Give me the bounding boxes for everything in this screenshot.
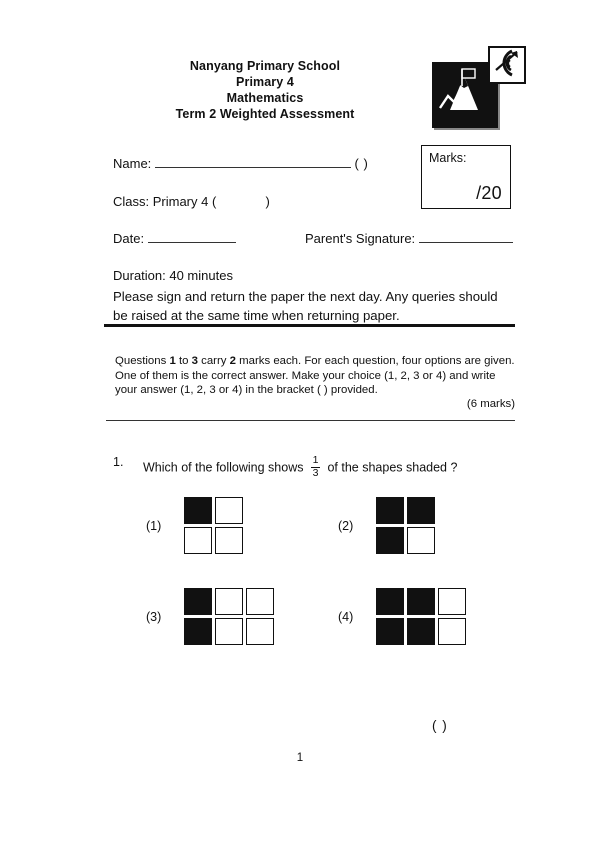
instructions-line1-e: carry: [197, 355, 230, 367]
fraction-one-third: [311, 455, 320, 479]
instructions-line1-f: 2: [229, 355, 236, 367]
instructions-line1-b: 1: [169, 355, 176, 367]
page-number: 1: [296, 752, 304, 764]
shape-cell-shaded: [376, 618, 404, 645]
school-name: Nanyang Primary School: [189, 59, 341, 73]
instructions-line2: One of them is the correct answer. Make your choice (1, 2, 3 or 4) and write: [115, 369, 496, 382]
shape-cell-unshaded: [215, 497, 243, 524]
shape-cell-shaded: [407, 588, 435, 615]
class-input[interactable]: [220, 195, 262, 206]
instructions-line1-a: Questions: [115, 355, 170, 367]
assessment-name: Term 2 Weighted Assessment: [175, 107, 355, 121]
page-header: [0, 58, 600, 148]
option-2-label: (2): [338, 519, 354, 533]
school-logo: [432, 46, 522, 141]
fraction-denominator: 3: [312, 467, 319, 479]
instructions-line3: your answer (1, 2, 3 or 4) in the bracket ( ) provided.: [115, 384, 378, 396]
shape-cell-shaded: [376, 527, 404, 554]
instructions-line1-c: to: [175, 355, 192, 367]
shape-cell-shaded: [407, 497, 435, 524]
signature-label: Parent's Signature:: [305, 231, 416, 247]
question-number: 1.: [113, 455, 124, 469]
divider-thick: [104, 324, 515, 327]
name-row: [113, 156, 368, 171]
date-input[interactable]: [148, 231, 236, 243]
option-4-shape-grid: [376, 588, 466, 645]
instructions-line1-d: 3: [191, 355, 198, 367]
signature-input[interactable]: [419, 231, 513, 243]
shape-cell-unshaded: [215, 618, 243, 645]
instructions-line1-g: marks each. For each question, four options are given.: [235, 355, 515, 367]
answer-bracket[interactable]: ( ): [432, 718, 448, 733]
marks-label: Marks:: [429, 151, 467, 165]
divider-thin: [106, 420, 515, 421]
instructions-block: [115, 354, 515, 398]
shape-cell-shaded: [376, 497, 404, 524]
marks-box: [421, 145, 511, 209]
level-name: Primary 4: [236, 75, 294, 89]
archery-target-arrow-icon: [488, 46, 526, 84]
name-label: Name:: [113, 156, 152, 172]
marks-total[interactable]: /20: [476, 183, 502, 203]
question-text-after: of the shapes shaded ?: [327, 460, 458, 475]
option-1-label: (1): [146, 519, 162, 533]
signature-row: [305, 231, 513, 246]
class-label: Class: Primary 4 (: [113, 194, 217, 209]
shape-cell-unshaded: [215, 527, 243, 554]
shape-cell-unshaded: [246, 588, 274, 615]
option-4-label: (4): [338, 610, 354, 624]
shape-cell-shaded: [184, 588, 212, 615]
shape-cell-unshaded: [438, 618, 466, 645]
shape-cell-shaded: [407, 618, 435, 645]
option-1-shape-grid: [184, 497, 243, 554]
option-3-shape-grid: [184, 588, 274, 645]
name-input[interactable]: [155, 156, 351, 168]
header-title-block: [120, 58, 410, 122]
shape-cell-shaded: [376, 588, 404, 615]
subject-name: Mathematics: [226, 91, 304, 105]
section-marks-note: (6 marks): [466, 398, 515, 410]
shape-cell-unshaded: [215, 588, 243, 615]
option-3-label: (3): [146, 610, 162, 624]
class-row: [113, 194, 270, 209]
return-paper-notice: Please sign and return the paper the next day. Any queries should be raised at the same time when returning paper.: [113, 289, 498, 323]
date-row: [113, 231, 236, 246]
class-bracket-close: ): [265, 194, 270, 209]
shape-cell-unshaded: [407, 527, 435, 554]
shape-cell-unshaded: [184, 527, 212, 554]
name-index-bracket[interactable]: ( ): [354, 156, 369, 172]
shape-cell-shaded: [184, 618, 212, 645]
fraction-numerator: 1: [312, 454, 319, 466]
option-2-shape-grid: [376, 497, 435, 554]
duration-label: Duration: 40 minutes: [113, 268, 233, 283]
date-label: Date:: [113, 231, 145, 247]
shape-cell-shaded: [184, 497, 212, 524]
question-text: [143, 455, 457, 479]
shape-cell-unshaded: [246, 618, 274, 645]
shape-cell-unshaded: [438, 588, 466, 615]
question-text-before: Which of the following shows: [143, 460, 304, 475]
